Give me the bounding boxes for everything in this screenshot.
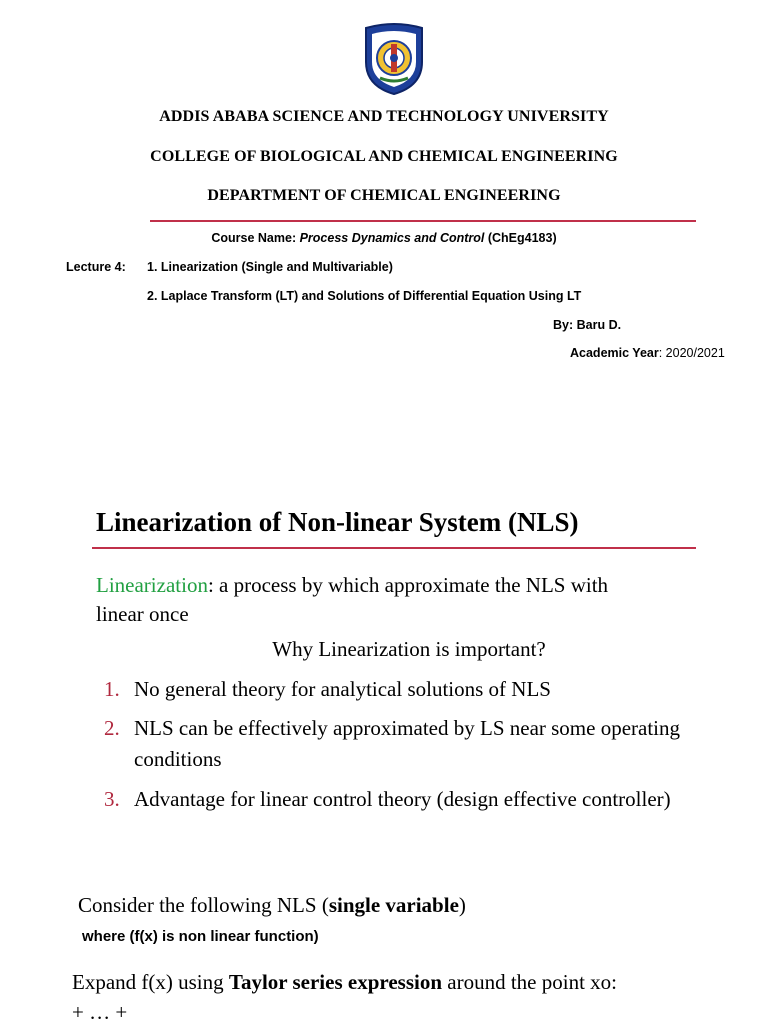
reason-2-cont: [104, 747, 222, 772]
university-logo: [358, 22, 430, 96]
reason-text: conditions: [134, 747, 222, 771]
where-line: where (f(x) is non linear function): [82, 928, 319, 945]
lecture-topic-2: 2. Laplace Transform (LT) and Solutions of Differential Equation Using LT: [147, 289, 582, 303]
reason-number: 1.: [104, 677, 120, 701]
reason-2: [104, 716, 680, 741]
consider-bold: single variable: [328, 893, 459, 917]
reason-number: 2.: [104, 716, 120, 740]
department-name: DEPARTMENT OF CHEMICAL ENGINEERING: [207, 187, 561, 204]
slide-title: Linearization of Non-linear System (NLS): [96, 507, 579, 537]
expand-bold: Taylor series expression: [228, 970, 443, 994]
academic-year-value: : 2020/2021: [658, 346, 725, 360]
academic-year-label: Academic Year: [570, 346, 659, 360]
university-name: ADDIS ABABA SCIENCE AND TECHNOLOGY UNIVERSITY: [159, 108, 609, 125]
reason-3: [104, 787, 671, 812]
course-name: Process Dynamics and Control: [299, 231, 485, 245]
reason-text: Advantage for linear control theory (design effective controller): [134, 787, 671, 811]
author: By: Baru D.: [553, 318, 622, 332]
academic-year: [570, 346, 725, 360]
series-line: + … +: [72, 1000, 128, 1024]
lecture-topic-1: 1. Linearization (Single and Multivariable): [147, 260, 393, 274]
expand-line: Expand f(x) using Taylor series expression around the point xo:: [72, 970, 617, 994]
header-rule: [150, 220, 696, 222]
consider-line: Consider the following NLS (single variable): [78, 893, 466, 917]
definition-text-cont: linear once: [96, 602, 189, 626]
question: Why Linearization is important?: [272, 637, 546, 661]
course-code: (ChEg4183): [484, 231, 557, 245]
reason-number: 3.: [104, 787, 120, 811]
course-line: [0, 231, 768, 245]
definition-line: [96, 573, 608, 598]
lecture-label: Lecture 4:: [66, 260, 126, 274]
slide-title-rule: [92, 547, 696, 549]
reason-text: NLS can be effectively approximated by LS near some operating: [134, 716, 681, 740]
reason-1: [104, 677, 551, 702]
college-name: COLLEGE OF BIOLOGICAL AND CHEMICAL ENGINEERING: [150, 148, 618, 165]
reason-text: No general theory for analytical solutions of NLS: [134, 677, 551, 701]
course-prefix: Course Name:: [211, 231, 300, 245]
definition-term: Linearization: [96, 573, 208, 597]
definition-text: : a process by which approximate the NLS with: [207, 573, 609, 597]
